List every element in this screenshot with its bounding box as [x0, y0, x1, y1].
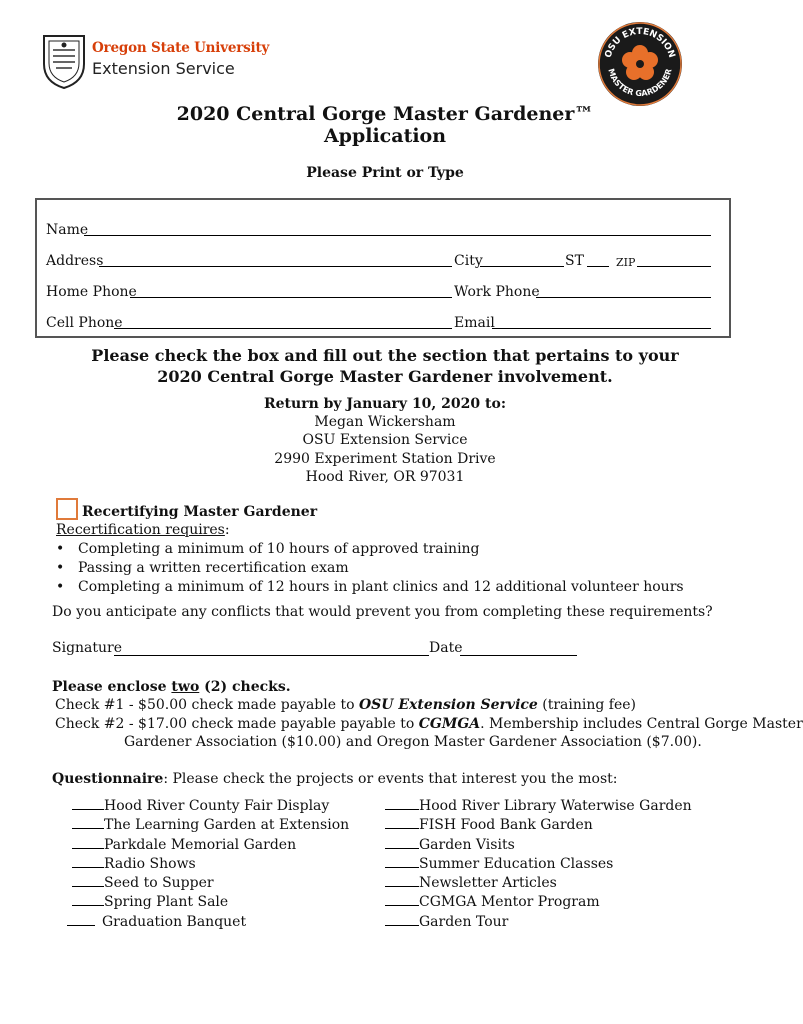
state-field[interactable]	[587, 266, 609, 267]
city-field[interactable]	[480, 266, 564, 267]
name-field[interactable]	[84, 235, 711, 236]
project-item[interactable]: Parkdale Memorial Garden	[67, 835, 349, 854]
signature-field[interactable]	[114, 655, 429, 656]
recert-bullet-1: • Completing a minimum of 10 hours of approved training	[56, 541, 480, 557]
project-item[interactable]: Garden Tour	[385, 912, 692, 931]
project-item[interactable]: FISH Food Bank Garden	[385, 815, 692, 834]
state-label: ST	[565, 253, 584, 269]
recert-bullet-2: • Passing a written recertification exam	[56, 560, 349, 576]
return-city: Hood River, OR 97031	[305, 469, 465, 485]
recertifying-heading: Recertifying Master Gardener	[82, 504, 318, 520]
instructions-line2: 2020 Central Gorge Master Gardener involvement.	[157, 367, 613, 386]
osu-extension-logo	[40, 32, 270, 94]
project-item[interactable]: Graduation Banquet	[67, 912, 349, 931]
home-phone-field[interactable]	[130, 297, 452, 298]
project-item[interactable]: CGMGA Mentor Program	[385, 892, 692, 911]
email-field[interactable]	[492, 328, 711, 329]
project-item[interactable]: Radio Shows	[67, 854, 349, 873]
project-item[interactable]: Hood River County Fair Display	[67, 796, 349, 815]
recertifying-checkbox[interactable]	[56, 498, 78, 520]
recert-requires-label: Recertification requires:	[56, 522, 230, 538]
project-item[interactable]: Hood River Library Waterwise Garden	[385, 796, 692, 815]
email-label: Email	[454, 315, 495, 331]
badge-bottom-text: MASTER GARDENER	[606, 67, 674, 99]
project-list-left	[67, 796, 349, 931]
conflict-question: Do you anticipate any conflicts that would prevent you from completing these requirements?	[52, 604, 713, 620]
instructions-line1: Please check the box and fill out the section that pertains to your	[91, 346, 679, 365]
project-item[interactable]: Spring Plant Sale	[67, 892, 349, 911]
questionnaire-prompt: Questionnaire: Please check the projects or events that interest you the most:	[52, 771, 618, 787]
check-1-text: Check #1 - $50.00 check made payable to OSU Extension Service (training fee)	[55, 697, 637, 713]
home-phone-label: Home Phone	[46, 284, 137, 300]
recert-bullet-3: • Completing a minimum of 12 hours in plant clinics and 12 additional volunteer hours	[56, 579, 684, 595]
return-heading: Return by January 10, 2020 to:	[264, 396, 506, 412]
return-street: 2990 Experiment Station Drive	[274, 451, 496, 467]
zip-label: ZIP	[616, 256, 636, 269]
city-label: City	[454, 253, 483, 269]
university-name: Oregon State University	[92, 40, 270, 56]
address-field[interactable]	[99, 266, 452, 267]
master-gardener-badge	[596, 20, 684, 108]
return-org: OSU Extension Service	[302, 432, 468, 448]
check-2-text: Check #2 - $17.00 check made payable payable to CGMGA. Membership includes Central Gorge Master	[55, 716, 803, 732]
date-label: Date	[429, 640, 463, 656]
page-title-line2: Application	[323, 125, 447, 147]
return-name: Megan Wickersham	[314, 414, 456, 430]
project-item[interactable]: The Learning Garden at Extension	[67, 815, 349, 834]
cell-phone-label: Cell Phone	[46, 315, 123, 331]
badge-top-text: OSU EXTENSION	[603, 26, 677, 60]
work-phone-label: Work Phone	[454, 284, 540, 300]
cell-phone-field[interactable]	[114, 328, 452, 329]
checks-heading: Please enclose two (2) checks.	[52, 679, 291, 695]
work-phone-field[interactable]	[536, 297, 711, 298]
zip-field[interactable]	[637, 266, 711, 267]
name-label: Name	[46, 222, 89, 238]
department-name: Extension Service	[92, 59, 235, 78]
contact-info-box	[35, 198, 731, 338]
project-list-right	[385, 796, 692, 931]
address-label: Address	[46, 253, 104, 269]
page-title: 2020 Central Gorge Master Gardener™	[176, 103, 594, 125]
project-item[interactable]: Seed to Supper	[67, 873, 349, 892]
check-2-text-line2: Gardener Association ($10.00) and Oregon Master Gardener Association ($7.00).	[124, 734, 702, 750]
date-field[interactable]	[460, 655, 577, 656]
signature-label: Signature	[52, 640, 123, 656]
project-item[interactable]: Garden Visits	[385, 835, 692, 854]
project-item[interactable]: Summer Education Classes	[385, 854, 692, 873]
project-item[interactable]: Newsletter Articles	[385, 873, 692, 892]
osu-seal-icon	[40, 32, 88, 90]
print-or-type-note: Please Print or Type	[306, 165, 464, 181]
